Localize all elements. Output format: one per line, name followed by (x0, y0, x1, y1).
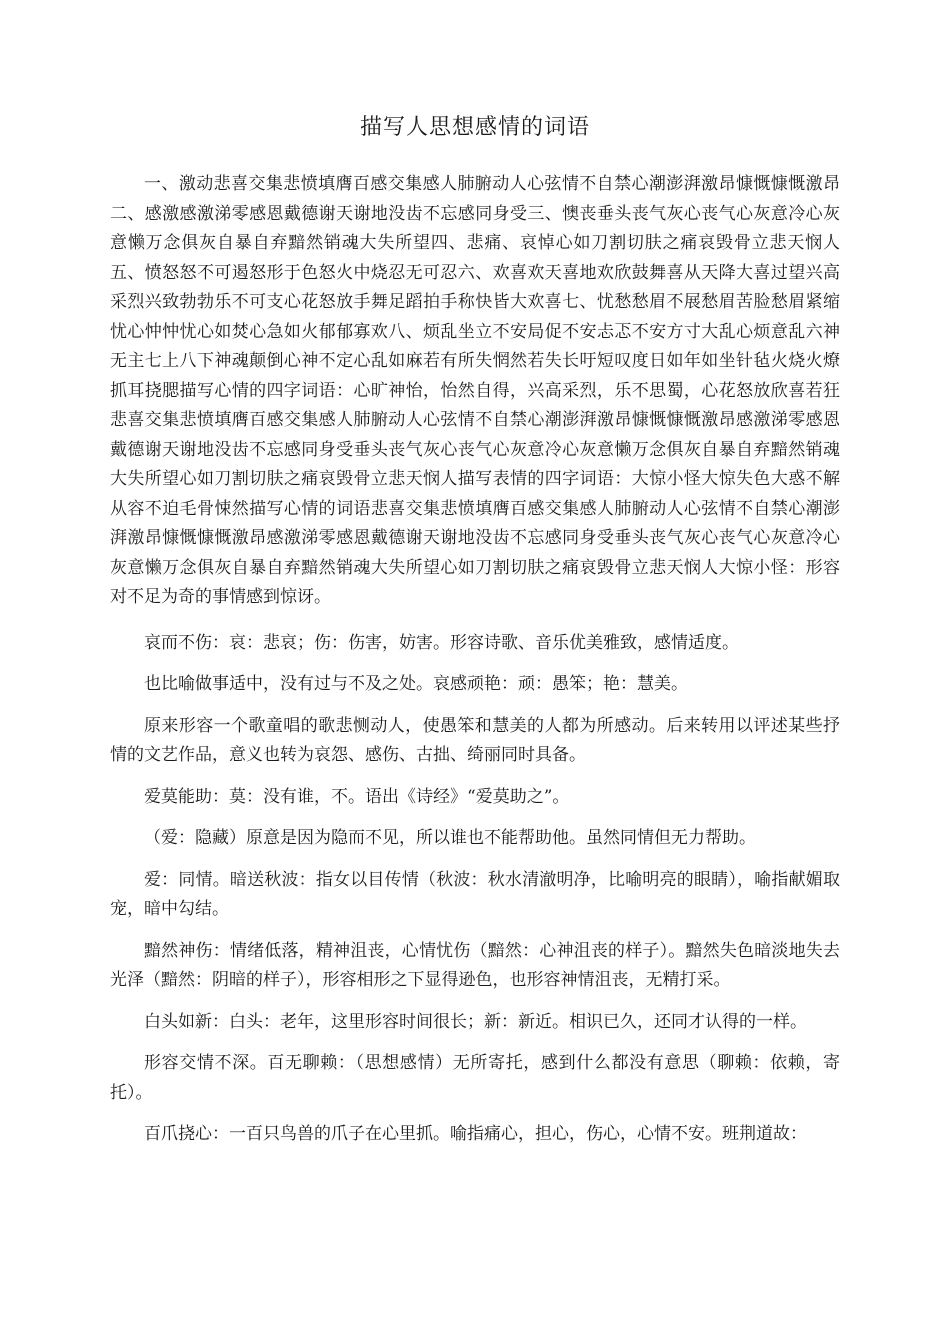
paragraph-word-list: 一、激动悲喜交集悲愤填膺百感交集感人肺腑动人心弦情不自禁心潮澎湃激昂慷慨慷慨激昂二、感激感激涕零感恩戴德谢天谢地没齿不忘感同身受三、懊丧垂头丧气灰心丧气心灰意冷心灰意懒万念俱灰自暴自弃黯然销魂大失所望四、悲痛、哀悼心如刀割切肤之痛哀毁骨立悲天悯人五、愤怒怒不可遏怒形于色怒火中烧忍无可忍六、欢喜欢天喜地欢欣鼓舞喜从天降大喜过望兴高采烈兴致勃勃乐不可支心花怒放手舞足蹈拍手称快皆大欢喜七、忧愁愁眉不展愁眉苦脸愁眉紧缩忧心忡忡忧心如焚心急如火郁郁寡欢八、烦乱坐立不安局促不安忐忑不安方寸大乱心烦意乱六神无主七上八下神魂颠倒心神不定心乱如麻若有所失惘然若失长吁短叹度日如年如坐针毡火烧火燎抓耳挠腮描写心情的四字词语：心旷神怡，怡然自得，兴高采烈，乐不思蜀，心花怒放欣喜若狂悲喜交集悲愤填膺百感交集感人肺腑动人心弦情不自禁心潮澎湃激昂慷慨慷慨激昂感激涕零感恩戴德谢天谢地没齿不忘感同身受垂头丧气灰心丧气心灰意冷心灰意懒万念俱灰自暴自弃黯然销魂大失所望心如刀割切肤之痛哀毁骨立悲天悯人描写表情的四字词语：大惊小怪大惊失色大惑不解从容不迫毛骨悚然描写心情的词语悲喜交集悲愤填膺百感交集感人肺腑动人心弦情不自禁心潮澎湃激昂慷慨慷慨激昂感激涕零感恩戴德谢天谢地没齿不忘感同身受垂头丧气灰心丧气心灰意冷心灰意懒万念俱灰自暴自弃黯然销魂大失所望心如刀割切肤之痛哀毁骨立悲天悯人大惊小怪：形容对不足为奇的事情感到惊讶。 (110, 174, 840, 607)
paragraph-entry: 爱莫能助：莫：没有谁，不。语出《诗经》“爱莫助之”。 (144, 786, 570, 807)
document-title: 描写人思想感情的词语 (359, 115, 590, 140)
paragraph-entry: 黯然神伤：情绪低落，精神沮丧，心情忧伤（黯然：心神沮丧的样子）。黯然失色暗淡地失去光泽（黯然：阴暗的样子），形容相形之下显得逊色，也形容神情沮丧，无精打采。 (110, 940, 840, 990)
paragraph-entry: 也比喻做事适中，没有过与不及之处。哀感顽艳：顽：愚笨；艳：慧美。 (144, 674, 688, 694)
paragraph-entry: 形容交情不深。百无聊赖：（思想感情）无所寄托，感到什么都没有意思（聊赖：依赖，寄托）。 (110, 1053, 840, 1103)
paragraph-entry: 白头如新：白头：老年，这里形容时间很长；新：新近。相识已久，还同才认得的一样。 (144, 1011, 807, 1032)
document-page (110, 112, 840, 1162)
paragraph-entry: 百爪挠心：一百只鸟兽的爪子在心里抓。喻指痛心，担心，伤心，心情不安。班荆道故： (144, 1124, 807, 1144)
paragraph-entry: 原来形容一个歌童唱的歌悲恻动人，使愚笨和慧美的人都为所感动。后来转用以评述某些抒情的文艺作品，意义也转为哀怨、感伤、古拙、绮丽同时具备。 (110, 715, 840, 765)
paragraph-entry: 哀而不伤：哀：悲哀；伤：伤害，妨害。形容诗歌、音乐优美雅致，感情适度。 (144, 632, 739, 653)
paragraph-entry: （爱：隐藏）原意是因为隐而不见，所以谁也不能帮助他。虽然同情但无力帮助。 (144, 828, 756, 848)
paragraph-entry: 爱：同情。暗送秋波：指女以目传情（秋波：秋水清澈明净，比喻明亮的眼睛），喻指献媚取宠，暗中勾结。 (110, 869, 840, 919)
